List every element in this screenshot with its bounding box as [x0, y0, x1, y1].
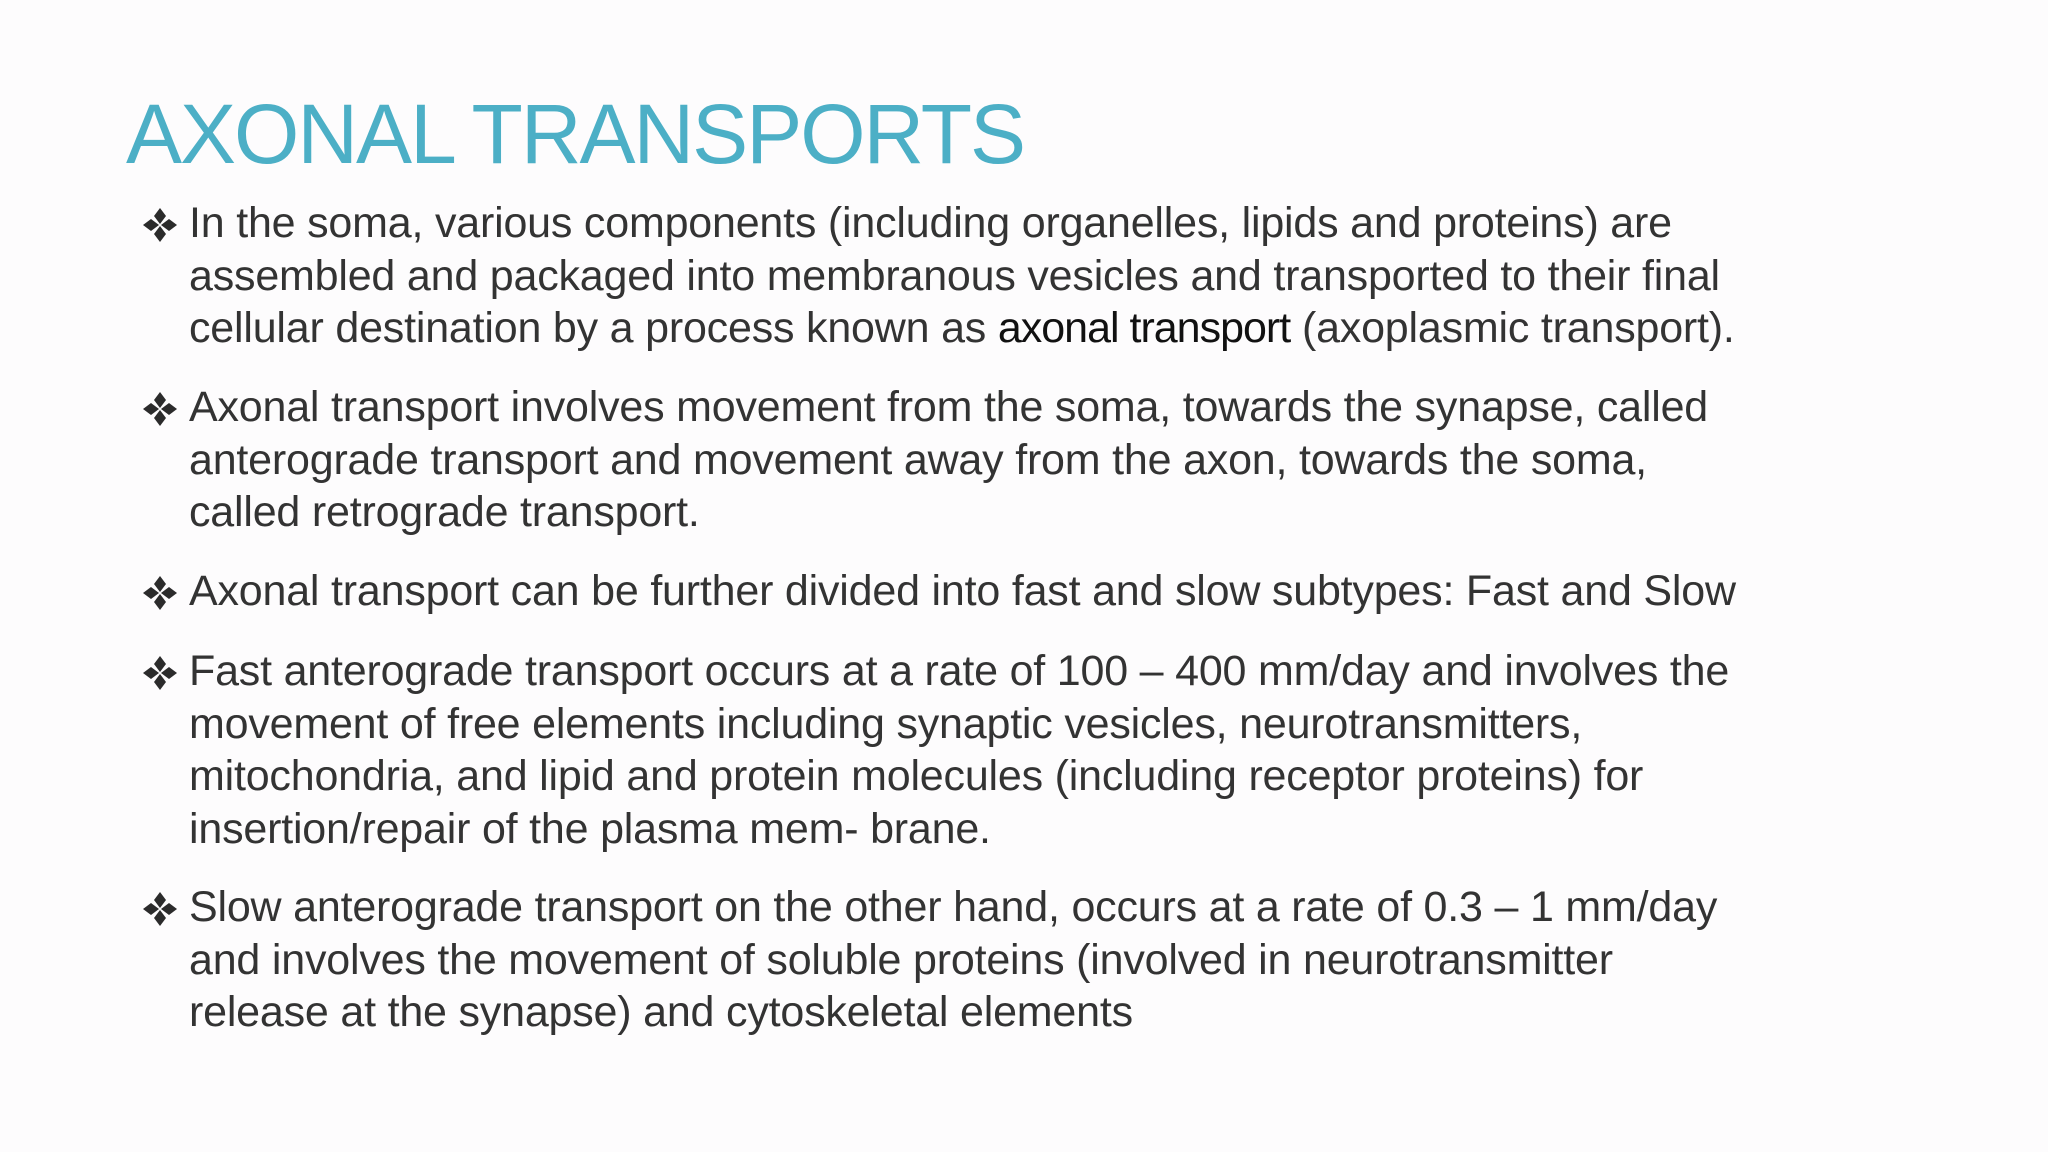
line-text: cellular destination by a process known as [189, 304, 998, 352]
bullet-text [189, 381, 2029, 539]
bullet-line: insertion/repair of the plasma mem- brane. [189, 804, 991, 853]
bullet-line: Fast anterograde transport occurs at a rate of 100 – 400 mm/day and involves the [189, 647, 1730, 695]
bullet-text [189, 565, 2029, 618]
bullet-text [189, 881, 2029, 1039]
bullet-line: Slow anterograde transport on the other hand, occurs at a rate of 0.3 – 1 mm/day [189, 883, 1718, 931]
bullet-line: anterograde transport and movement away from the axon, towards the soma, [189, 435, 1647, 484]
bullet-text [189, 645, 2029, 855]
bullet-line: movement of free elements including synaptic vesicles, neurotransmitters, [189, 699, 1583, 748]
four-diamond-bullet-icon [140, 565, 180, 617]
bullet-text [189, 197, 2029, 355]
bullet-line: In the soma, various components (including organelles, lipids and proteins) are [189, 199, 1672, 247]
bullet-line [189, 302, 2029, 355]
bullet-line: Axonal transport can be further divided into fast and slow subtypes: Fast and Slow [189, 567, 1736, 615]
four-diamond-bullet-icon [140, 381, 180, 433]
bullet-line: mitochondria, and lipid and protein molecules (including receptor proteins) for [189, 752, 1644, 800]
four-diamond-bullet-icon [140, 881, 180, 933]
axonal-transport-term: axonal transport [997, 304, 1291, 352]
four-diamond-bullet-icon [140, 197, 180, 249]
line-text: (axoplasmic transport). [1290, 304, 1735, 352]
bullet-line: called retrograde transport. [189, 488, 700, 536]
four-diamond-bullet-icon [140, 645, 180, 697]
bullet-line: Axonal transport involves movement from the soma, towards the synapse, called [189, 383, 1708, 431]
bullet-line: release at the synapse) and cytoskeletal elements [189, 988, 1133, 1036]
slide-title: AXONAL TRANSPORTS [126, 87, 1025, 181]
bullet-line: and involves the movement of soluble proteins (involved in neurotransmitter [189, 935, 1613, 984]
bullet-line: assembled and packaged into membranous vesicles and transported to their final [189, 251, 1720, 300]
